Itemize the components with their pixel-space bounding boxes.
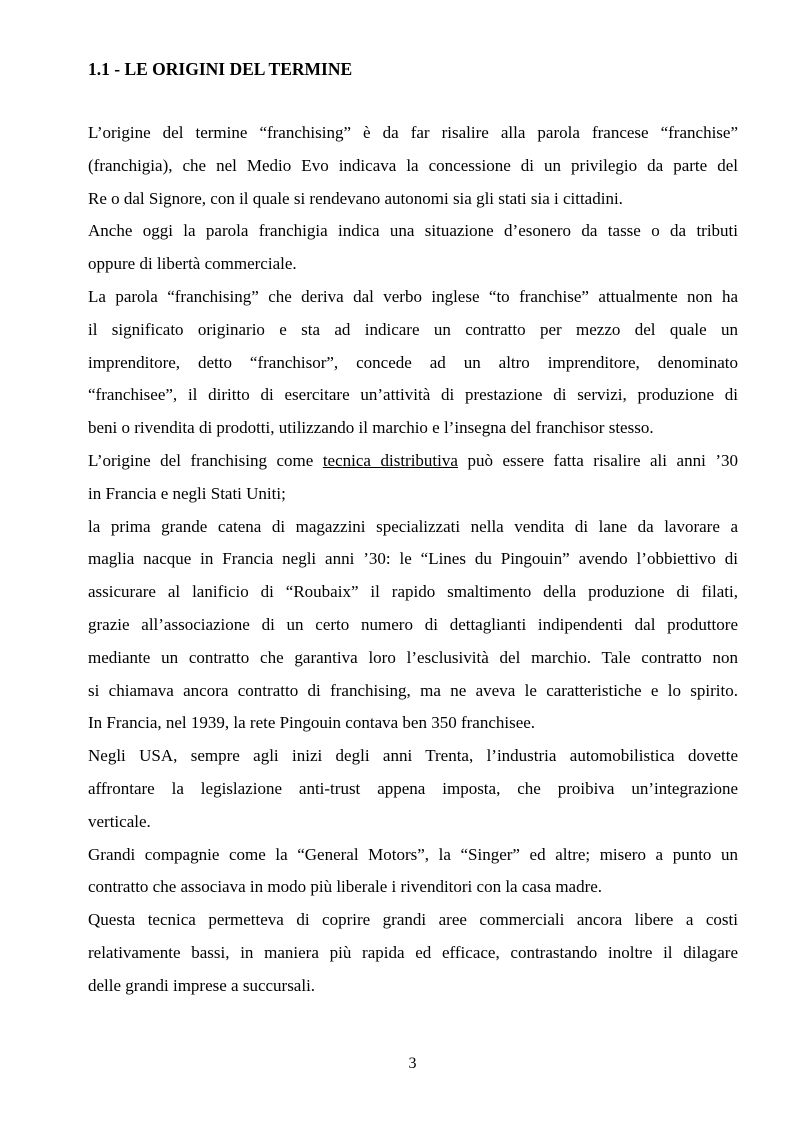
text-line: beni o rivendita di prodotti, utilizzando il marchio e l’insegna del franchisor stesso. <box>88 418 654 438</box>
text-segment: può essere fatta risalire ali anni ’30 <box>467 450 738 470</box>
text-line: il significato originario e sta ad indicare un contratto per mezzo del quale un <box>88 319 738 339</box>
text-line: relativamente bassi, in maniera più rapida ed efficace, contrastando inoltre il dilagare <box>88 942 738 962</box>
text-line: affrontare la legislazione anti-trust appena imposta, che proibiva un’integrazione <box>88 778 738 798</box>
text-line: La parola “franchising” che deriva dal verbo inglese “to franchise” attualmente non ha <box>88 286 738 306</box>
text-line: contratto che associava in modo più liberale i rivenditori con la casa madre. <box>88 877 603 897</box>
text-line: grazie all’associazione di un certo numero di dettaglianti indipendenti dal produttore <box>88 614 738 634</box>
text-line: assicurare al lanificio di “Roubaix” il rapido smaltimento della produzione di filati, <box>88 582 738 602</box>
text-line: In Francia, nel 1939, la rete Pingouin contava ben 350 franchisee. <box>88 713 536 733</box>
text-line: si chiamava ancora contratto di franchising, ma ne aveva le caratteristiche e lo spirito. <box>88 680 738 700</box>
text-line: in Francia e negli Stati Uniti; <box>88 483 286 503</box>
text-line: delle grandi imprese a succursali. <box>88 975 316 995</box>
text-line-with-underline <box>88 445 738 478</box>
page-number: 3 <box>408 1055 417 1072</box>
text-line: Questa tecnica permetteva di coprire grandi aree commerciali ancora libere a costi <box>88 910 738 930</box>
text-line: Re o dal Signore, con il quale si rendevano autonomi sia gli stati sia i cittadini. <box>88 188 623 208</box>
text-line: Grandi compagnie come la “General Motors”, la “Singer” ed altre; misero a punto un <box>88 844 738 864</box>
text-line: la prima grande catena di magazzini specializzati nella vendita di lane da lavorare a <box>88 516 738 536</box>
text-line: verticale. <box>88 811 151 831</box>
body-text <box>88 117 738 1003</box>
text-line: mediante un contratto che garantiva loro l’esclusività del marchio. Tale contratto non <box>88 647 738 667</box>
section-heading: 1.1 - LE ORIGINI DEL TERMINE <box>88 59 353 79</box>
text-line: imprenditore, detto “franchisor”, concede ad un altro imprenditore, denominato <box>88 352 738 372</box>
text-line: Negli USA, sempre agli inizi degli anni Trenta, l’industria automobilistica dovette <box>88 746 738 766</box>
text-line: “franchisee”, il diritto di esercitare un’attività di prestazione di servizi, produzione di <box>88 385 738 405</box>
text-line: L’origine del termine “franchising” è da far risalire alla parola francese “franchise” <box>88 123 738 142</box>
text-line: (franchigia), che nel Medio Evo indicava la concessione di un privilegio da parte del <box>88 155 738 175</box>
text-line: Anche oggi la parola franchigia indica una situazione d’esonero da tasse o da tributi <box>88 221 738 241</box>
text-segment: L’origine del franchising come <box>88 450 314 470</box>
text-line: maglia nacque in Francia negli anni ’30: le “Lines du Pingouin” avendo l’obbiettivo di <box>88 549 738 569</box>
text-line: oppure di libertà commerciale. <box>88 254 297 274</box>
underlined-term: tecnica distributiva <box>322 450 458 470</box>
